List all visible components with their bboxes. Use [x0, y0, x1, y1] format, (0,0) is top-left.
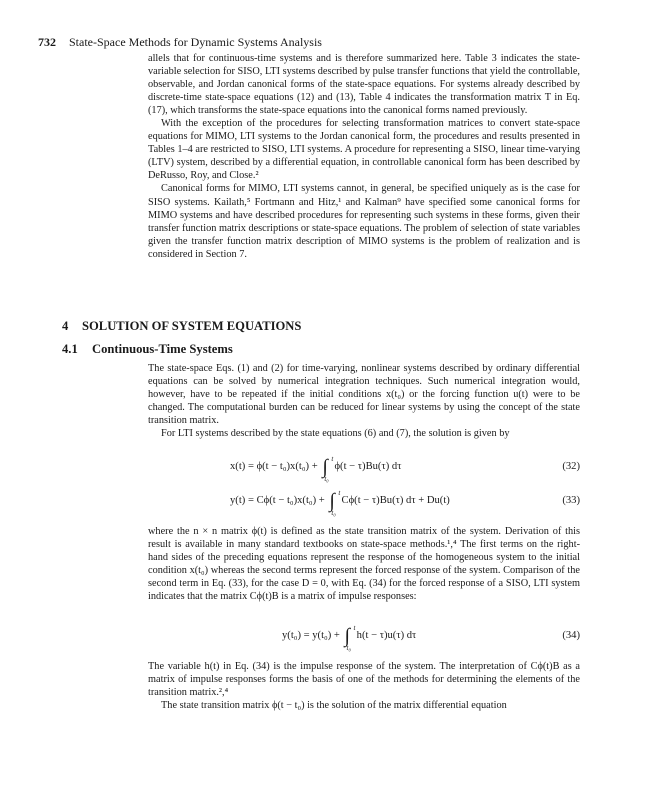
integral-upper-limit: t: [353, 624, 356, 632]
integral-upper-limit: t: [331, 455, 334, 463]
integral-lower-limit: t₀: [324, 475, 329, 483]
subsection-title: Continuous-Time Systems: [92, 342, 233, 356]
text-block-bottom: [148, 660, 580, 712]
equation-lhs: x(t) = ϕ(t − t₀)x(t₀) +: [230, 461, 318, 472]
equation-number: (32): [562, 461, 580, 472]
paragraph: With the exception of the procedures for selecting transformation matrices to convert state-space equations for MIMO, LTI systems to the Jordan canonical form, the procedures and results presented in Tables 1–4 are restricted to SISO, LTI systems. A procedure for representing a SISO, linear time-varying (LTV) system, described by a differential equation, in controllable canonical form has been described by DeRusso, Roy, and Close.²: [148, 118, 580, 182]
paragraph: The state transition matrix ϕ(t − t₀) is the solution of the matrix differential equation: [161, 700, 507, 712]
text-block-top: [148, 52, 580, 261]
running-title: State-Space Methods for Dynamic Systems Analysis: [69, 35, 322, 49]
section-title: SOLUTION OF SYSTEM EQUATIONS: [82, 319, 302, 333]
paragraph: The state-space Eqs. (1) and (2) for time-varying, nonlinear systems described by ordinary differential equations can be solved by numerical integration techniques. Such numerical integration would, however, have to be repeated if the initial conditions x(t₀) or the forcing function u(t) were to be changed. The computational burden can be reduced for linear systems by using the concept of the state transition matrix.: [148, 363, 580, 427]
equation-integrand: h(t − τ)u(τ) dτ: [356, 630, 417, 641]
paragraph: Canonical forms for MIMO, LTI systems cannot, in general, be specified uniquely as is the case for SISO systems. Kailath,⁵ Fortmann and Hitz,¹ and Kalman⁹ have specified some canonical forms for MIMO systems and have described procedures for representing such systems in these forms, given their transfer function matrix descriptions or state-space equations. The problem of selection of state variables given the transfer function matrix description of MIMO systems is the problem of realization and is considered in Section 7.: [148, 183, 580, 260]
paragraph: allels that for continuous-time systems and is therefore summarized here. Table 3 indicates the state-variable selection for SISO, LTI systems described by pulse transfer functions that yield the controllable, observable, and Jordan canonical forms of the state-space equations. For systems already described by discrete-time state-space equations (12) and (13), Table 4 indicates the transformation matrix T in Eq. (17), which transforms the state-space equations into the canonical forms named previously.: [148, 53, 580, 117]
integral-sign: ∫ t t₀: [329, 489, 341, 517]
equation-32: [148, 455, 580, 483]
equation-number: (34): [562, 630, 580, 641]
equation-integrand: Cϕ(t − τ)Bu(τ) dτ + Du(t): [341, 495, 450, 506]
paragraph: where the n × n matrix ϕ(t) is defined as the state transition matrix of the system. Derivation of this result is available in many standard textbooks on state-space methods.¹,⁴ The first terms on the right-hand sides of the preceding equations represent the response of the homogeneous system to the initial condition x(t₀) whereas the second terms represent the forced response of the system. Comparison of the second term in Eq. (33), for the case D = 0, with Eq. (34) for the forced response of a SISO, LTI system indicates that the matrix Cϕ(t)B is a matrix of impulse responses:: [148, 526, 580, 603]
equation-lhs: y(t₀) = y(t₀) +: [282, 630, 340, 641]
section-number: 4: [62, 319, 69, 333]
paragraph: For LTI systems described by the state equations (6) and (7), the solution is given by: [161, 428, 510, 440]
integral-lower-limit: t₀: [346, 644, 351, 652]
integral-sign: ∫ t t₀: [322, 455, 334, 483]
page-number: 732: [38, 35, 56, 49]
integral-upper-limit: t: [338, 489, 341, 497]
running-header: [38, 34, 618, 50]
integral-sign: ∫ t t₀: [344, 624, 356, 652]
equation-integrand: ϕ(t − τ)Bu(τ) dτ: [334, 461, 402, 472]
equation-lhs: y(t) = Cϕ(t − t₀)x(t₀) +: [230, 495, 325, 506]
text-block-intro: [148, 362, 580, 440]
equation-33: [148, 489, 580, 517]
subsection-number: 4.1: [62, 342, 78, 356]
subsection-heading: [62, 341, 233, 357]
equation-number: (33): [562, 495, 580, 506]
section-heading: [62, 318, 301, 334]
equation-34: [148, 624, 580, 652]
paragraph: The variable h(t) in Eq. (34) is the impulse response of the system. The interpretation of Cϕ(t)B as a matrix of impulse responses forms the basis of one of the methods for determining the elements of the transition matrix.²,⁴: [148, 661, 580, 699]
text-block-middle: [148, 525, 580, 603]
integral-lower-limit: t₀: [331, 509, 336, 517]
